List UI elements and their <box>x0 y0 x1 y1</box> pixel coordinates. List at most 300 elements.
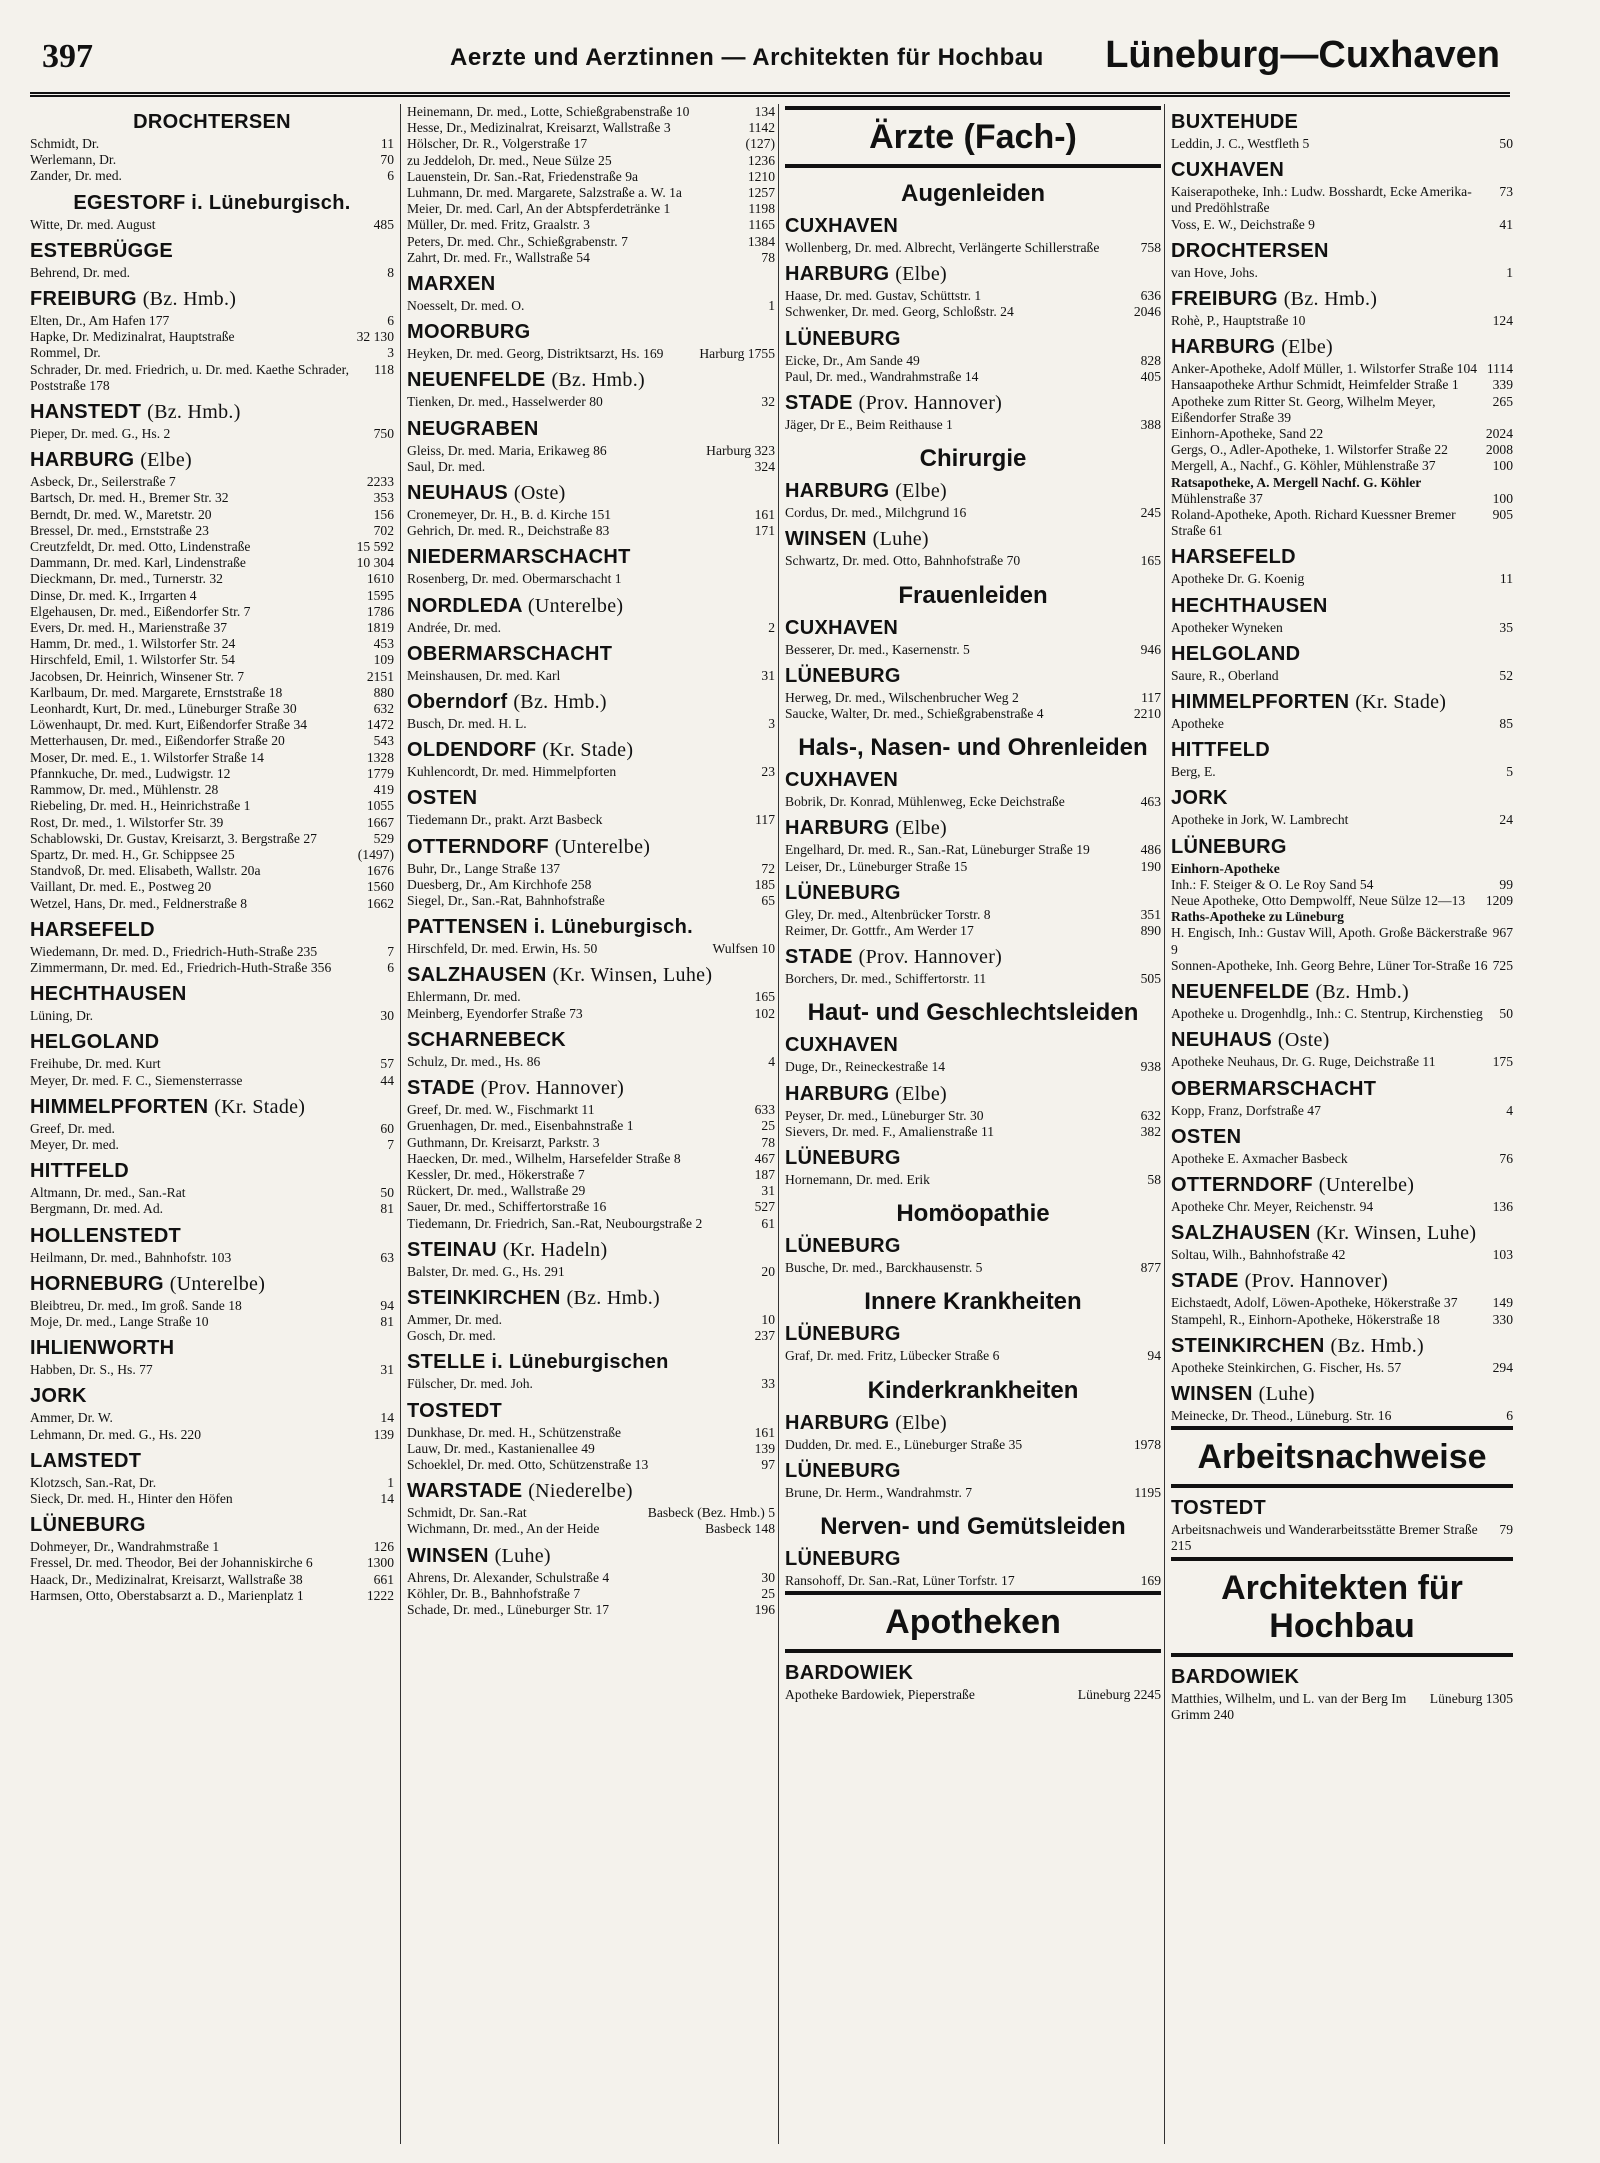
entry-phone: 632 <box>373 701 394 717</box>
entry-phone: 14 <box>380 1410 394 1426</box>
entry-phone: 10 304 <box>356 555 394 571</box>
place-name: MOORBURG <box>407 321 531 344</box>
entry-text: Schwenker, Dr. med. Georg, Schloßstr. 24 <box>785 304 1014 320</box>
directory-entry <box>30 265 394 281</box>
specialty-heading: Nerven- und Gemütsleiden <box>820 1513 1126 1541</box>
entry-phone: 161 <box>754 1424 775 1440</box>
entry-text: Gleiss, Dr. med. Maria, Erikaweg 86 <box>407 442 607 458</box>
place-heading <box>407 417 775 441</box>
place-name: WARSTADE <box>407 1480 523 1503</box>
entry-phone: 388 <box>1140 417 1161 433</box>
directory-entry <box>407 1006 775 1022</box>
entry-phone: 73 <box>1499 184 1513 200</box>
place-heading <box>407 1350 775 1374</box>
entry-phone: 50 <box>380 1185 394 1201</box>
entry-text: Schablowski, Dr. Gustav, Kreisarzt, 3. Bergstraße 27 <box>30 830 317 846</box>
entry-phone: 136 <box>1492 1198 1513 1214</box>
entry-phone: 58 <box>1147 1172 1161 1188</box>
entry-phone: 2233 <box>366 474 394 490</box>
entry-phone: 50 <box>1499 1006 1513 1022</box>
directory-entry <box>785 1485 1161 1501</box>
directory-entry <box>30 571 394 587</box>
entry-phone: 187 <box>754 1166 775 1182</box>
directory-entry <box>30 1555 394 1571</box>
place-name: LÜNEBURG <box>785 1235 901 1258</box>
entry-phone: 750 <box>373 426 394 442</box>
directory-entry <box>30 636 394 652</box>
entry-text: Andrée, Dr. med. <box>407 619 501 635</box>
entry-phone: 1257 <box>747 185 775 201</box>
entry-text: Wollenberg, Dr. med. Albrecht, Verlängerte Schillerstraße <box>785 240 1100 255</box>
directory-entry <box>30 879 394 895</box>
entry-text: Standvoß, Dr. med. Elisabeth, Wallstr. 20a <box>30 863 261 879</box>
directory-entry <box>30 588 394 604</box>
entry-phone: (1497) <box>357 846 394 862</box>
entry-text: Klotzsch, San.-Rat, Dr. <box>30 1474 157 1490</box>
directory-entry <box>1171 909 1513 925</box>
entry-phone: 633 <box>754 1102 775 1118</box>
directory-entry <box>407 120 775 136</box>
directory-entry <box>785 971 1161 987</box>
entry-phone: 126 <box>373 1539 394 1555</box>
entry-text: H. Engisch, Inh.: Gustav Will, Apoth. Große Bäckerstraße 9 <box>1171 925 1488 957</box>
entry-phone: 1786 <box>366 603 394 619</box>
entry-text: Rommel, Dr. <box>30 345 101 361</box>
directory-entry <box>30 863 394 879</box>
entry-phone: Wulfsen 10 <box>712 941 775 957</box>
entry-phone: 1662 <box>366 895 394 911</box>
entry-phone: 79 <box>1499 1522 1513 1538</box>
entry-text: Mergell, A., Nachf., G. Köhler, Mühlenstraße 37 <box>1171 458 1436 474</box>
specialty-heading: Haut- und Geschlechtsleiden <box>807 999 1139 1027</box>
place-district: (Elbe) <box>895 1082 947 1105</box>
place-heading <box>1171 642 1513 666</box>
entry-phone: 1667 <box>366 814 394 830</box>
entry-text: Metterhausen, Dr. med., Eißendorfer Straße 20 <box>30 733 285 749</box>
place-heading <box>785 527 1161 551</box>
entry-text: Eicke, Dr., Am Sande 49 <box>785 352 920 368</box>
entry-phone: 76 <box>1499 1150 1513 1166</box>
entry-text: Apotheke Bardowiek, Pieperstraße <box>785 1687 975 1703</box>
directory-entry <box>407 668 775 684</box>
place-district: (Prov. Hannover) <box>858 946 1003 969</box>
place-name: IHLIENWORTH <box>30 1337 175 1360</box>
specialty-heading: Chirurgie <box>919 445 1027 473</box>
directory-entry <box>30 523 394 539</box>
directory-entry <box>407 443 775 459</box>
place-heading <box>785 327 1161 351</box>
place-heading <box>407 1399 775 1423</box>
place-heading <box>785 1459 1161 1483</box>
entry-text: Zimmermann, Dr. med. Ed., Friedrich-Huth-Straße 356 <box>30 959 332 975</box>
entry-text: Hirschfeld, Dr. med. Erwin, Hs. 50 <box>407 941 598 957</box>
entry-text: Bergmann, Dr. med. Ad. <box>30 1201 164 1217</box>
place-district: (Kr. Stade) <box>214 1095 306 1118</box>
place-district: (Luhe) <box>872 528 929 551</box>
entry-phone: 3 <box>768 716 775 732</box>
entry-text: Schade, Dr. med., Lüneburger Str. 17 <box>407 1601 610 1617</box>
directory-entry <box>407 185 775 201</box>
directory-entry <box>407 1118 775 1134</box>
place-heading <box>1171 287 1513 311</box>
directory-entry <box>30 329 394 345</box>
entry-text: Freihube, Dr. med. Kurt <box>30 1056 161 1072</box>
entry-phone: 7 <box>387 943 394 959</box>
entry-phone: 61 <box>761 1215 775 1231</box>
entry-phone: 100 <box>1492 458 1513 474</box>
place-heading <box>1171 1028 1513 1052</box>
entry-text: Kopp, Franz, Dorfstraße 47 <box>1171 1102 1321 1118</box>
place-heading <box>785 1234 1161 1258</box>
entry-phone: 543 <box>373 733 394 749</box>
entry-phone: 11 <box>1499 571 1513 587</box>
directory-entry <box>407 507 775 523</box>
directory-entry <box>407 104 775 120</box>
directory-entry <box>30 1056 394 1072</box>
entry-phone: 463 <box>1140 794 1161 810</box>
entry-phone: 2151 <box>366 668 394 684</box>
place-name: OSTEN <box>1171 1125 1242 1148</box>
place-district: (Luhe) <box>494 1544 551 1567</box>
place-name: DROCHTERSEN <box>1171 239 1329 262</box>
directory-entry <box>407 893 775 909</box>
entry-text: Sievers, Dr. med. F., Amalienstraße 11 <box>785 1123 995 1139</box>
directory-entry <box>30 733 394 749</box>
directory-entry <box>30 345 394 361</box>
place-heading <box>785 945 1161 969</box>
entry-text: Brune, Dr. Herm., Wandrahmstr. 7 <box>785 1484 973 1500</box>
entry-phone: 1300 <box>366 1555 394 1571</box>
directory-entry <box>30 1008 394 1024</box>
entry-phone: 60 <box>380 1120 394 1136</box>
place-heading <box>30 1449 394 1473</box>
entry-phone: 30 <box>380 1008 394 1024</box>
entry-phone: 99 <box>1499 876 1513 892</box>
place-name: BARDOWIEK <box>1171 1665 1300 1688</box>
entry-text: Behrend, Dr. med. <box>30 264 131 280</box>
entry-text: Ahrens, Dr. Alexander, Schulstraße 4 <box>407 1569 610 1585</box>
entry-text: Apotheke <box>1171 716 1224 732</box>
entry-phone: 94 <box>380 1297 394 1313</box>
entry-text: Ammer, Dr. med. <box>407 1311 502 1327</box>
directory-entry <box>30 896 394 912</box>
entry-phone: 1 <box>387 1474 394 1490</box>
entry-phone: 1055 <box>366 798 394 814</box>
directory-entry <box>1171 507 1513 539</box>
entry-text: Greef, Dr. med. W., Fischmarkt 11 <box>407 1102 595 1118</box>
entry-phone: 1978 <box>1133 1436 1161 1452</box>
entry-text: Heilmann, Dr. med., Bahnhofstr. 103 <box>30 1249 232 1265</box>
directory-entry <box>785 304 1161 320</box>
place-district: (Elbe) <box>140 449 192 472</box>
directory-entry <box>30 620 394 636</box>
entry-text: Heyken, Dr. med. Georg, Distriktsarzt, Hs. 169 <box>407 346 664 362</box>
directory-entry <box>407 298 775 314</box>
entry-text: Hansaapotheke Arthur Schmidt, Heimfelder Straße 1 <box>1171 377 1459 393</box>
directory-entry <box>30 136 394 152</box>
entry-text: Tienken, Dr. med., Hasselwerder 80 <box>407 394 603 410</box>
entry-text: Matthies, Wilhelm, und L. van der Berg Im Grimm 240 <box>1171 1690 1407 1722</box>
entry-phone: 905 <box>1492 507 1513 523</box>
directory-entry <box>407 523 775 539</box>
entry-phone: 5 <box>1506 764 1513 780</box>
entry-phone: 65 <box>761 893 775 909</box>
place-heading <box>1171 690 1513 714</box>
place-district: (Kr. Stade) <box>1355 691 1447 714</box>
specialty-heading: Innere Krankheiten <box>864 1288 1082 1316</box>
entry-phone: Basbeck (Bez. Hmb.) 5 <box>647 1505 775 1521</box>
entry-phone: 1 <box>768 298 775 314</box>
running-title: Aerzte und Aerztinnen — Architekten für Hochbau <box>450 44 1044 71</box>
directory-entry <box>407 217 775 233</box>
place-name: JORK <box>30 1385 87 1408</box>
directory-entry <box>785 690 1161 706</box>
entry-text: Berg, E. <box>1171 764 1216 780</box>
entry-text: Heinemann, Dr. med., Lotte, Schießgrabenstraße 10 <box>407 104 690 119</box>
place-heading <box>30 1272 394 1296</box>
entry-phone: 2008 <box>1485 442 1513 458</box>
entry-phone: 1165 <box>748 217 775 233</box>
entry-text: Schulz, Dr. med., Hs. 86 <box>407 1053 541 1069</box>
place-name: PATTENSEN i. Lüneburgisch. <box>407 916 693 939</box>
place-heading <box>407 1544 775 1568</box>
directory-entry <box>30 652 394 668</box>
entry-phone: 967 <box>1492 925 1513 941</box>
entry-text: Eichstaedt, Adolf, Löwen-Apotheke, Hökerstraße 37 <box>1171 1295 1458 1311</box>
place-name: STEINKIRCHEN <box>407 1286 561 1309</box>
entry-text: Berndt, Dr. med. W., Maretstr. 20 <box>30 506 212 522</box>
place-name: TOSTEDT <box>407 1399 503 1422</box>
place-name: OBERMARSCHACHT <box>1171 1077 1377 1100</box>
entry-phone: 156 <box>373 506 394 522</box>
entry-text: Paul, Dr. med., Wandrahmstraße 14 <box>785 368 979 384</box>
place-heading <box>785 391 1161 415</box>
entry-text: Dohmeyer, Dr., Wandrahmstraße 1 <box>30 1539 220 1555</box>
entry-phone: 31 <box>761 667 775 683</box>
place-name: LÜNEBURG <box>785 1548 901 1571</box>
entry-text: Apotheke E. Axmacher Basbeck <box>1171 1150 1348 1166</box>
place-district: (Unterelbe) <box>527 594 624 617</box>
directory-entry <box>407 1570 775 1586</box>
entry-text: Zahrt, Dr. med. Fr., Wallstraße 54 <box>407 249 590 265</box>
directory-entry <box>407 1457 775 1473</box>
directory-entry <box>407 571 775 587</box>
place-name: HELGOLAND <box>30 1031 160 1054</box>
entry-text: Köhler, Dr. B., Bahnhofstraße 7 <box>407 1585 581 1601</box>
entry-phone: 134 <box>754 104 775 119</box>
entry-text: Busch, Dr. med. H. L. <box>407 716 527 732</box>
entry-phone: 505 <box>1140 971 1161 987</box>
place-heading <box>407 738 775 762</box>
place-district: (Kr. Winsen, Luhe) <box>1316 1222 1477 1245</box>
place-heading <box>785 479 1161 503</box>
entry-phone: 6 <box>387 313 394 329</box>
directory-entry <box>785 706 1161 722</box>
place-name: OBERMARSCHACHT <box>407 642 613 665</box>
directory-columns <box>30 104 1513 2144</box>
directory-entry <box>30 490 394 506</box>
place-district: (Bz. Hmb.) <box>147 401 241 424</box>
place-heading <box>30 982 394 1006</box>
entry-text: Apotheke in Jork, W. Lambrecht <box>1171 812 1349 828</box>
entry-text: Ratsapotheke, A. Mergell Nachf. G. Köhler <box>1171 474 1422 490</box>
place-name: STADE <box>785 946 853 969</box>
directory-entry <box>407 1102 775 1118</box>
directory-entry <box>30 1588 394 1604</box>
entry-text: Besserer, Dr. med., Kasernenstr. 5 <box>785 641 970 657</box>
place-heading <box>785 768 1161 792</box>
entry-phone: 185 <box>754 876 775 892</box>
entry-text: Werlemann, Dr. <box>30 152 117 168</box>
entry-phone: 171 <box>754 523 775 539</box>
directory-entry <box>1171 361 1513 377</box>
place-name: HITTFELD <box>1171 739 1271 762</box>
entry-text: Balster, Dr. med. G., Hs. 291 <box>407 1263 565 1279</box>
entry-text: Apotheke Steinkirchen, G. Fischer, Hs. 57 <box>1171 1359 1402 1375</box>
entry-text: Wichmann, Dr. med., An der Heide <box>407 1521 600 1537</box>
place-name: CUXHAVEN <box>785 1034 899 1057</box>
place-heading <box>1171 1496 1513 1520</box>
place-name: HARBURG <box>30 449 135 472</box>
place-heading <box>407 272 775 296</box>
directory-entry <box>1171 812 1513 828</box>
place-heading <box>1171 335 1513 359</box>
place-heading <box>1171 239 1513 263</box>
entry-phone: 636 <box>1140 288 1161 304</box>
directory-entry <box>407 1441 775 1457</box>
entry-text: Raths-Apotheke zu Lüneburg <box>1171 909 1344 925</box>
entry-phone: 8 <box>387 264 394 280</box>
entry-phone: 52 <box>1499 667 1513 683</box>
place-heading <box>30 1384 394 1408</box>
directory-entry <box>1171 1360 1513 1376</box>
entry-phone: 7 <box>387 1136 394 1152</box>
entry-phone: 1610 <box>366 571 394 587</box>
column-1 <box>30 104 398 2144</box>
place-heading <box>407 481 775 505</box>
directory-entry <box>30 362 394 394</box>
section-heading: Arbeitsnachweise <box>1171 1426 1513 1488</box>
place-name: LÜNEBURG <box>785 881 901 904</box>
directory-entry <box>785 1108 1161 1124</box>
entry-phone: 2 <box>768 619 775 635</box>
entry-phone: 245 <box>1140 505 1161 521</box>
directory-entry <box>785 369 1161 385</box>
directory-entry <box>30 782 394 798</box>
place-name: HARSEFELD <box>30 918 155 941</box>
place-heading <box>30 1336 394 1360</box>
entry-text: Hölscher, Dr. R., Volgerstraße 17 <box>407 136 588 152</box>
entry-text: Gley, Dr. med., Altenbrücker Torstr. 8 <box>785 906 991 922</box>
entry-phone: 35 <box>1499 619 1513 635</box>
place-district: (Niederelbe) <box>528 1480 633 1503</box>
entry-phone: Harburg 323 <box>706 442 775 458</box>
directory-entry <box>30 217 394 233</box>
entry-text: Duge, Dr., Reineckestraße 14 <box>785 1059 946 1075</box>
entry-phone: 453 <box>373 636 394 652</box>
entry-text: Rammow, Dr. med., Mühlenstr. 28 <box>30 782 219 798</box>
entry-text: Meier, Dr. med. Carl, An der Abtspferdetränke 1 <box>407 201 671 217</box>
place-heading <box>785 1033 1161 1057</box>
directory-entry <box>1171 668 1513 684</box>
place-name: CUXHAVEN <box>785 769 899 792</box>
place-name: NEUENFELDE <box>1171 981 1310 1004</box>
directory-entry <box>407 1199 775 1215</box>
place-heading <box>1171 738 1513 762</box>
place-name: ESTEBRÜGGE <box>30 239 174 262</box>
entry-phone: 382 <box>1140 1123 1161 1139</box>
place-heading <box>1171 1173 1513 1197</box>
place-heading <box>785 1146 1161 1170</box>
place-heading <box>30 239 394 263</box>
entry-text: Elgehausen, Dr. med., Eißendorfer Str. 7 <box>30 603 251 619</box>
entry-phone: 1236 <box>747 152 775 168</box>
entry-phone: 946 <box>1140 641 1161 657</box>
entry-phone: 81 <box>380 1313 394 1329</box>
entry-text: zu Jeddeloh, Dr. med., Neue Sülze 25 <box>407 152 612 168</box>
directory-entry <box>1171 1199 1513 1215</box>
place-heading <box>407 690 775 714</box>
entry-text: Habben, Dr. S., Hs. 77 <box>30 1362 153 1378</box>
place-heading <box>407 1238 775 1262</box>
directory-entry <box>1171 1691 1513 1723</box>
place-name: LÜNEBURG <box>785 1459 901 1482</box>
place-name: HARBURG <box>785 817 890 840</box>
directory-entry <box>407 941 775 957</box>
place-name: SALZHAUSEN <box>407 964 547 987</box>
place-name: HANSTEDT <box>30 401 142 424</box>
directory-entry <box>785 353 1161 369</box>
directory-entry <box>407 1312 775 1328</box>
entry-text: Guthmann, Dr. Kreisarzt, Parkstr. 3 <box>407 1134 600 1150</box>
section-heading: Apotheken <box>785 1591 1161 1653</box>
place-name: TOSTEDT <box>1171 1497 1267 1520</box>
directory-entry <box>30 507 394 523</box>
directory-entry <box>1171 716 1513 732</box>
entry-text: Apotheker Wyneken <box>1171 619 1283 635</box>
entry-phone: Lüneburg 1305 <box>1429 1690 1513 1706</box>
directory-entry <box>1171 893 1513 909</box>
directory-entry <box>785 553 1161 569</box>
place-heading <box>30 110 394 134</box>
entry-phone: 419 <box>373 782 394 798</box>
place-heading <box>1171 110 1513 134</box>
directory-entry <box>30 1539 394 1555</box>
entry-text: Hapke, Dr. Medizinalrat, Hauptstraße <box>30 329 235 345</box>
entry-text: Hirschfeld, Emil, 1. Wilstorfer Str. 54 <box>30 652 235 668</box>
entry-phone: 41 <box>1499 216 1513 232</box>
entry-text: Lauw, Dr. med., Kastanienallee 49 <box>407 1440 595 1456</box>
entry-phone: 1472 <box>366 717 394 733</box>
entry-phone: 33 <box>761 1376 775 1392</box>
place-heading <box>407 545 775 569</box>
directory-entry <box>30 426 394 442</box>
entry-text: Hamm, Dr. med., 1. Wilstorfer Str. 24 <box>30 636 236 652</box>
directory-entry <box>785 842 1161 858</box>
entry-text: Rückert, Dr. med., Wallstraße 29 <box>407 1183 586 1199</box>
entry-phone: 14 <box>380 1490 394 1506</box>
place-heading <box>785 1661 1161 1685</box>
entry-text: Gehrich, Dr. med. R., Deichstraße 83 <box>407 523 610 539</box>
directory-entry <box>407 1135 775 1151</box>
place-name: HARBURG <box>785 1411 890 1434</box>
entry-text: Spartz, Dr. med. H., Gr. Schippsee 25 <box>30 846 235 862</box>
place-district: (Kr. Hadeln) <box>502 1238 608 1261</box>
entry-phone: 1328 <box>366 749 394 765</box>
entry-phone: 1142 <box>748 120 775 136</box>
directory-entry <box>785 794 1161 810</box>
place-heading <box>785 664 1161 688</box>
